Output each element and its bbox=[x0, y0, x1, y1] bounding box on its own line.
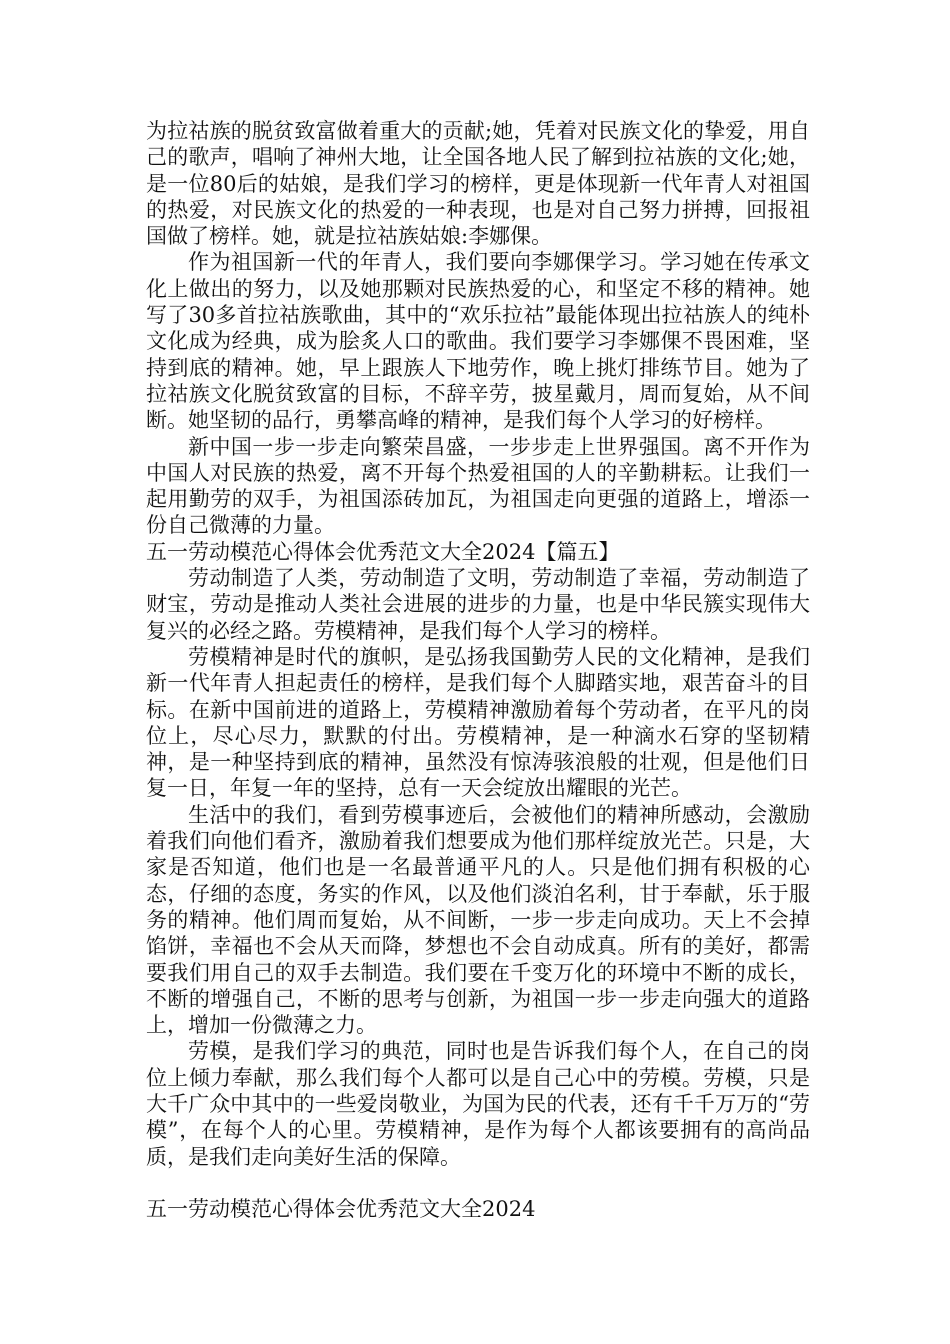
paragraph-4: 劳动制造了人类，劳动制造了文明，劳动制造了幸福，劳动制造了财宝，劳动是推动人类社会进展的进步的力量，也是中华民簇实现伟大复兴的必经之路。劳模精神，是我们每个人学习的榜样。 bbox=[146, 566, 810, 643]
paragraph-1: 为拉祜族的脱贫致富做着重大的贡献;她，凭着对民族文化的挚爱，用自己的歌声，唱响了神州大地，让全国各地人民了解到拉祜族的文化;她，是一位80后的姑娘，是我们学习的榜样，更是体现新一代年青人对祖国的热爱，对民族文化的热爱的一种表现，也是对自己努力拼搏，回报祖国做了榜样。她，就是拉祜族姑娘:李娜倮。 bbox=[146, 119, 810, 249]
document-body bbox=[146, 118, 810, 1222]
paragraph-2: 作为祖国新一代的年青人，我们要向李娜倮学习。学习她在传承文化上做出的努力，以及她那颗对民族热爱的心，和坚定不移的精神。她写了30多首拉祜族歌曲，其中的“欢乐拉祜”最能体现出拉祜族人的纯朴文化成为经典，成为脍炙人口的歌曲。我们要学习李娜倮不畏困难，坚持到底的精神。她，早上跟族人下地劳作，晚上挑灯排练节目。她为了拉祜族文化脱贫致富的目标，不辞辛劳，披星戴月，周而复始，从不间断。她坚韧的品行，勇攀高峰的精神，是我们每个人学习的好榜样。 bbox=[146, 250, 810, 433]
footer-title: 五一劳动模范心得体会优秀范文大全2024 bbox=[146, 1196, 536, 1221]
spacer bbox=[146, 1170, 810, 1196]
paragraph-6: 生活中的我们，看到劳模事迹后，会被他们的精神所感动，会激励着我们向他们看齐，激励着我们想要成为他们那样绽放光芒。只是，大家是否知道，他们也是一名最普通平凡的人。只是他们拥有积极的心态，仔细的态度，务实的作风，以及他们淡泊名利，甘于奉献，乐于服务的精神。他们周而复始，从不间断，一步一步走向成功。天上不会掉馅饼，幸福也不会从天而降，梦想也不会自动成真。所有的美好，都需要我们用自己的双手去制造。我们要在千变万化的环境中不断的成长，不断的增强自己，不断的思考与创新，为祖国一步一步走向强大的道路上，增加一份微薄之力。 bbox=[146, 802, 810, 1038]
section-heading-5: 五一劳动模范心得体会优秀范文大全2024【篇五】 bbox=[146, 539, 620, 564]
paragraph-5: 劳模精神是时代的旗帜，是弘扬我国勤劳人民的文化精神，是我们新一代年青人担起责任的榜样，是我们每个人脚踏实地，艰苦奋斗的目标。在新中国前进的道路上，劳模精神激励着每个劳动者，在平凡的岗位上，尽心尽力，默默的付出。劳模精神，是一种滴水石穿的坚韧精神，是一种坚持到底的精神，虽然没有惊涛骇浪般的壮观，但是他们日复一日，年复一年的坚持，总有一天会绽放出耀眼的光芒。 bbox=[146, 644, 810, 801]
paragraph-3: 新中国一步一步走向繁荣昌盛，一步步走上世界强国。离不开作为中国人对民族的热爱，离不开每个热爱祖国的人的辛勤耕耘。让我们一起用勤劳的双手，为祖国添砖加瓦，为祖国走向更强的道路上，增添一份自己微薄的力量。 bbox=[146, 434, 810, 538]
paragraph-7: 劳模，是我们学习的典范，同时也是告诉我们每个人，在自己的岗位上倾力奉献，那么我们每个人都可以是自己心中的劳模。劳模，只是大千广众中其中的一些爱岗敬业，为国为民的代表，还有千千万万的“劳模”，在每个人的心里。劳模精神，是作为每个人都该要拥有的高尚品质，是我们走向美好生活的保障。 bbox=[146, 1039, 810, 1169]
